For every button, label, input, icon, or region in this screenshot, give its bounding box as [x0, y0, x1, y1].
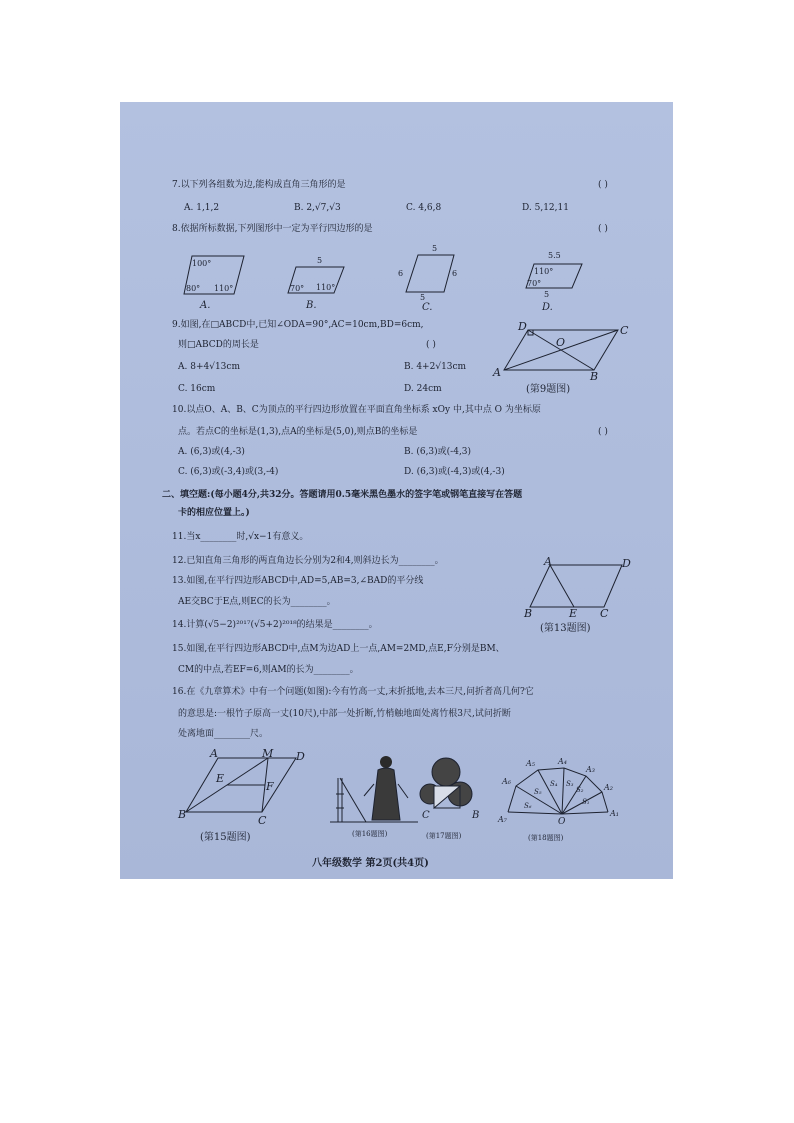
q9-stem-line1: 9.如图,在□ABCD中,已知∠ODA=90°,AC=10cm,BD=6cm, [172, 320, 424, 330]
q18-label-s6: S₆ [524, 802, 532, 810]
q9-option-d: D. 24cm [404, 384, 442, 394]
q7-stem: 7.以下列各组数为边,能构成直角三角形的是 [172, 180, 346, 190]
q13-label-e: E [569, 607, 578, 620]
q13-label-c: C [600, 607, 609, 620]
q18-label-s1: S₁ [582, 798, 590, 806]
q8-fig-a-letter: A. [200, 300, 211, 311]
q10-option-d: D. (6,3)或(-4,3)或(4,-3) [404, 467, 505, 477]
q13-label-b: B [524, 607, 533, 620]
q8-fig-c-right: 6 [452, 269, 458, 278]
q8-fig-b-letter: B. [306, 300, 317, 311]
q8-fig-d-bottom: 5 [544, 290, 550, 299]
q10-bracket: ( ) [598, 427, 608, 437]
q15-label-e: E [216, 772, 225, 785]
q8-fig-d-top: 5.5 [548, 251, 561, 260]
q11-text: 11.当x________时,√x−1有意义。 [172, 532, 309, 542]
q15-label-c: C [258, 814, 267, 827]
q8-fig-c-shape [406, 255, 454, 292]
q9-option-b: B. 4+2√13cm [404, 362, 467, 372]
q18-label-a5: A₅ [526, 759, 535, 768]
q9-stem-line2: 则□ABCD的周长是 [178, 340, 259, 350]
q17-label-b: B [472, 810, 480, 821]
q18-caption: (第18题图) [528, 834, 564, 842]
q8-fig-c-top: 5 [432, 244, 438, 253]
q18-label-s4: S₄ [550, 780, 558, 788]
q8-fig-d-angle2: 70° [527, 279, 542, 288]
q8-fig-c-bottom: 5 [420, 293, 426, 302]
q13-label-a: A [544, 555, 552, 568]
q9-label-a: A [493, 366, 501, 379]
q8-fig-a-angle3: 110° [214, 284, 234, 293]
q16-figure [326, 744, 426, 844]
q8-fig-d-letter: D. [542, 302, 553, 313]
q17-caption: (第17题图) [426, 832, 462, 840]
q8-fig-b-top: 5 [317, 256, 323, 265]
q9-label-c: C [620, 324, 629, 337]
q15-label-d: D [296, 750, 305, 763]
q18-label-a7: A₇ [498, 815, 507, 824]
q18-label-s3: S₃ [566, 780, 574, 788]
q13-line2: AE交BC于E点,则EC的长为________。 [178, 597, 336, 607]
q18-label-a1: A₁ [610, 809, 619, 818]
q15-line2: CM的中点,若EF=6,则AM的长为________。 [178, 665, 359, 675]
q15-label-m: M [262, 747, 274, 760]
q17-circle-top [432, 758, 460, 786]
q18-label-a6: A₆ [502, 777, 511, 786]
q8-stem: 8.依据所标数据,下列图形中一定为平行四边形的是 [172, 224, 373, 234]
q15-label-a: A [210, 747, 218, 760]
q18-label-a3: A₃ [586, 765, 595, 774]
q18-figure [498, 754, 628, 854]
q8-fig-c-letter: C. [422, 302, 433, 313]
page-footer: 八年级数学 第2页(共4页) [312, 858, 429, 869]
q10-option-b: B. (6,3)或(-4,3) [404, 447, 472, 457]
q15-label-f: F [266, 780, 274, 793]
q7-bracket: ( ) [598, 180, 608, 190]
q9-option-a: A. 8+4√13cm [178, 362, 240, 372]
q7-option-d: D. 5,12,11 [522, 203, 569, 213]
q9-label-b: B [590, 370, 599, 383]
q18-spiral [508, 768, 608, 814]
q15-line1: 15.如图,在平行四边形ABCD中,点M为边AD上一点,AM=2MD,点E,F分别是BM、 [172, 644, 505, 654]
q9-label-o: O [556, 336, 566, 349]
q16-line3: 处离地面________尺。 [178, 729, 269, 739]
q7-option-b: B. 2,√7,√3 [294, 203, 341, 213]
q17-figure [420, 752, 500, 852]
q18-label-a4: A₄ [558, 757, 567, 766]
q10-option-c: C. (6,3)或(-3,4)或(3,-4) [178, 467, 279, 477]
exam-page [120, 102, 673, 879]
q9-bracket: ( ) [426, 340, 436, 350]
q18-label-s5: S₅ [534, 788, 542, 796]
q8-fig-c-left: 6 [398, 269, 404, 278]
q9-caption: (第9题图) [526, 384, 571, 395]
q8-fig-a-angle1: 100° [192, 259, 212, 268]
q16-line1: 16.在《九章算术》中有一个问题(如图):今有竹高一丈,末折抵地,去本三尺,问折者高几何?它 [172, 687, 534, 697]
q13-caption: (第13题图) [540, 623, 591, 634]
q16-line2: 的意思是:一根竹子原高一丈(10尺),中部一处折断,竹梢触地面处离竹根3尺,试问折断 [178, 709, 511, 719]
q9-option-c: C. 16cm [178, 384, 216, 394]
scholar-head [380, 756, 392, 768]
q7-option-c: C. 4,6,8 [406, 203, 442, 213]
q8-fig-b-angle1: 70° [290, 284, 305, 293]
q8-fig-d-angle1: 110° [534, 267, 554, 276]
q12-text: 12.已知直角三角形的两直角边长分别为2和4,则斜边长为________。 [172, 556, 444, 566]
q18-label-s2: S₂ [576, 786, 584, 794]
q15-caption: (第15题图) [200, 832, 251, 843]
section2-heading-line2: 卡的相应位置上。) [178, 508, 250, 518]
q18-label-a2: A₂ [604, 783, 613, 792]
section2-heading-line1: 二、填空题:(每小题4分,共32分。答题请用0.5毫米黑色墨水的签字笔或钢笔直接写在答题 [162, 490, 523, 500]
q8-fig-a-angle2: 80° [186, 284, 201, 293]
q10-stem-line2: 点。若点C的坐标是(1,3),点A的坐标是(5,0),则点B的坐标是 [178, 427, 418, 437]
q10-stem-line1: 10.以点O、A、B、C为顶点的平行四边形放置在平面直角坐标系 xOy 中,其中点 O 为坐标原 [172, 405, 541, 415]
q14-text: 14.计算(√5−2)²⁰¹⁷(√5+2)²⁰¹⁸的结果是________。 [172, 620, 378, 630]
q7-option-a: A. 1,1,2 [184, 203, 220, 213]
q15-figure [176, 746, 316, 846]
q18-label-o: O [558, 817, 566, 827]
q15-label-b: B [178, 808, 187, 821]
q10-option-a: A. (6,3)或(4,-3) [178, 447, 245, 457]
q8-bracket: ( ) [598, 224, 608, 234]
q13-figure [522, 555, 642, 635]
q8-fig-b-angle2: 110° [316, 283, 336, 292]
q9-label-d: D [518, 320, 527, 333]
q17-label-c: C [422, 810, 430, 821]
scholar-robe [372, 768, 400, 820]
q9-figure [490, 318, 630, 398]
bamboo-broken-top [340, 778, 366, 822]
q13-line1: 13.如图,在平行四边形ABCD中,AD=5,AB=3,∠BAD的平分线 [172, 576, 424, 586]
q16-caption: (第16题图) [352, 830, 388, 838]
q13-label-d: D [622, 557, 631, 570]
